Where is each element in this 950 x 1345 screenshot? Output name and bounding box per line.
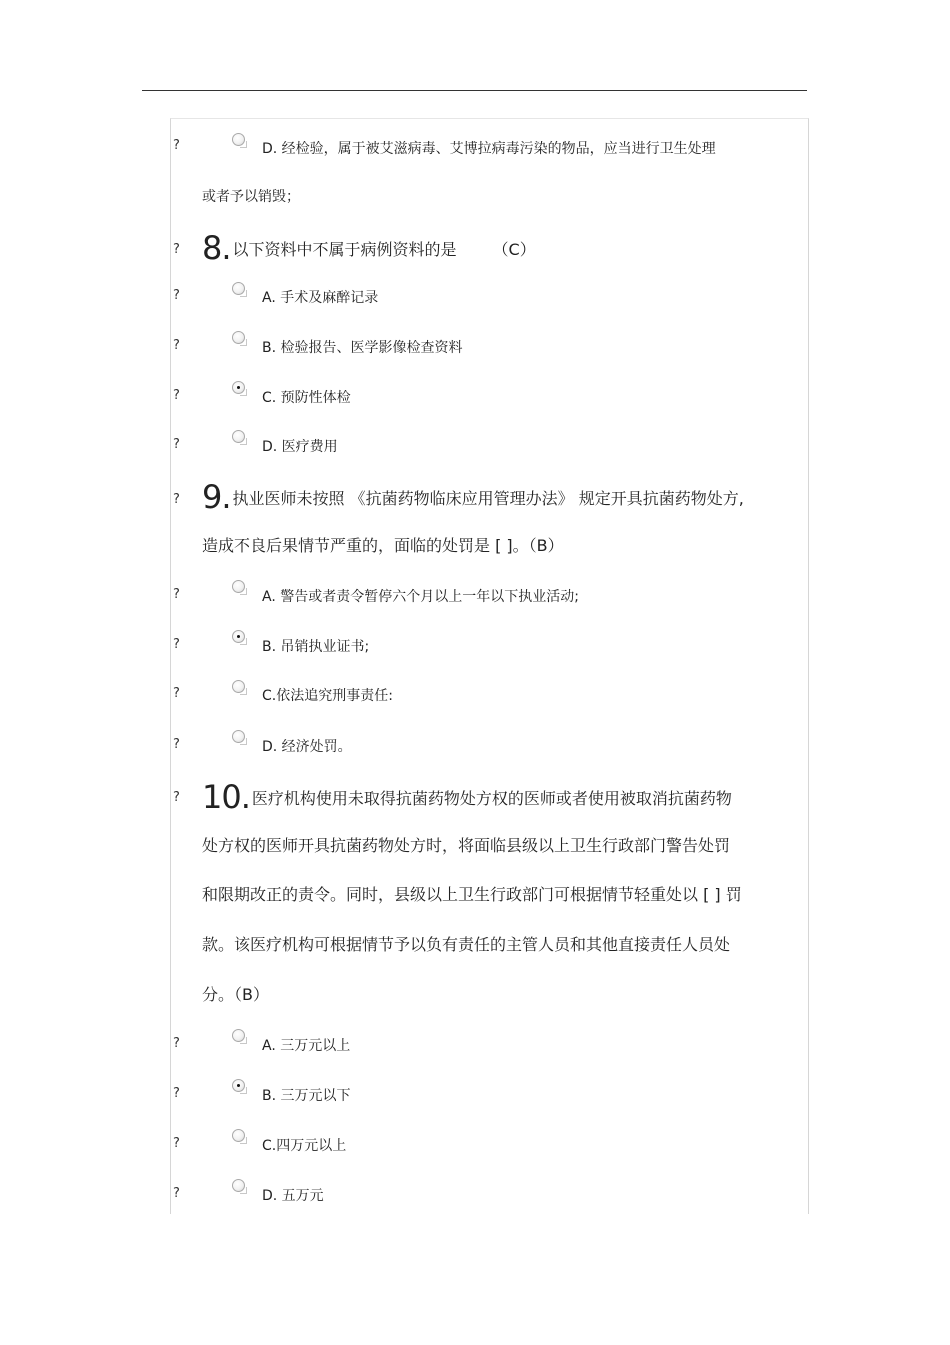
bullet-marker: ?	[173, 242, 180, 257]
option-label: B. 检验报告、医学影像检查资料	[262, 340, 463, 356]
option-label: A. 手术及麻醉记录	[262, 290, 379, 306]
radio-button-unselected[interactable]	[232, 1179, 245, 1192]
question-text: 以下资料中不属于病例资料的是	[232, 240, 457, 259]
option-label: D. 五万元	[262, 1188, 324, 1204]
radio-button-selected[interactable]	[232, 630, 245, 643]
question-answer: （C）	[492, 240, 536, 259]
bullet-marker: ?	[173, 1086, 180, 1101]
radio-button-unselected[interactable]	[232, 331, 245, 344]
radio-button-unselected[interactable]	[232, 282, 245, 295]
bullet-marker: ?	[173, 1186, 180, 1201]
radio-button-unselected[interactable]	[232, 730, 245, 743]
bullet-marker: ?	[173, 637, 180, 652]
question-text-continuation: 造成不良后果情节严重的，面临的处罚是 [ ]。（B）	[202, 536, 564, 555]
radio-selected-dot	[237, 1084, 240, 1087]
radio-button-unselected[interactable]	[232, 1029, 245, 1042]
bullet-marker: ?	[173, 338, 180, 353]
bullet-marker: ?	[173, 138, 180, 153]
option-label: A. 三万元以上	[262, 1038, 351, 1054]
radio-selected-dot	[237, 386, 240, 389]
question-8	[202, 229, 536, 267]
radio-button-selected[interactable]	[232, 381, 245, 394]
option-label: B. 吊销执业证书;	[262, 639, 370, 655]
question-text-continuation: 和限期改正的责令。同时，县级以上卫生行政部门可根据情节轻重处以 [ ] 罚	[202, 885, 742, 904]
radio-button-unselected[interactable]	[232, 133, 245, 146]
question-text-continuation: 款。该医疗机构可根据情节予以负有责任的主管人员和其他直接责任人员处	[202, 935, 731, 954]
bullet-marker: ?	[173, 587, 180, 602]
bullet-marker: ?	[173, 288, 180, 303]
header-rule	[142, 90, 807, 91]
radio-selected-dot	[237, 635, 240, 638]
question-10	[202, 778, 732, 816]
option-label: D. 经济处罚。	[262, 739, 352, 755]
question-text-continuation: 分。（B）	[202, 985, 269, 1004]
option-label: B. 三万元以下	[262, 1088, 351, 1104]
option-label: A. 警告或者责令暂停六个月以上一年以下执业活动;	[262, 589, 579, 605]
bullet-marker: ?	[173, 388, 180, 403]
question-text: 执业医师未按照 《抗菌药物临床应用管理办法》 规定开具抗菌药物处方,	[232, 489, 744, 508]
radio-button-selected[interactable]	[232, 1079, 245, 1092]
radio-button-unselected[interactable]	[232, 680, 245, 693]
option-d-continuation: 或者予以销毁；	[202, 189, 300, 205]
question-9	[202, 478, 744, 516]
option-label: D. 医疗费用	[262, 439, 338, 455]
bullet-marker: ?	[173, 1036, 180, 1051]
option-d-label: D. 经检验，属于被艾滋病毒、艾博拉病毒污染的物品，应当进行卫生处理	[262, 141, 716, 157]
radio-button-unselected[interactable]	[232, 580, 245, 593]
bullet-marker: ?	[173, 1136, 180, 1151]
question-text-continuation: 处方权的医师开具抗菌药物处方时，将面临县级以上卫生行政部门警告处罚	[202, 836, 731, 855]
option-label: C.依法追究刑事责任:	[262, 688, 393, 704]
option-label: C.四万元以上	[262, 1138, 347, 1154]
radio-button-unselected[interactable]	[232, 430, 245, 443]
question-text: 医疗机构使用未取得抗菌药物处方权的医师或者使用被取消抗菌药物	[251, 789, 732, 808]
bullet-marker: ?	[173, 737, 180, 752]
question-number: 8.	[202, 229, 231, 267]
bullet-marker: ?	[173, 686, 180, 701]
question-number: 9.	[202, 478, 231, 516]
question-number: 10.	[202, 778, 250, 816]
bullet-marker: ?	[173, 437, 180, 452]
bullet-marker: ?	[173, 790, 180, 805]
bullet-marker: ?	[173, 492, 180, 507]
option-label: C. 预防性体检	[262, 390, 351, 406]
radio-button-unselected[interactable]	[232, 1129, 245, 1142]
